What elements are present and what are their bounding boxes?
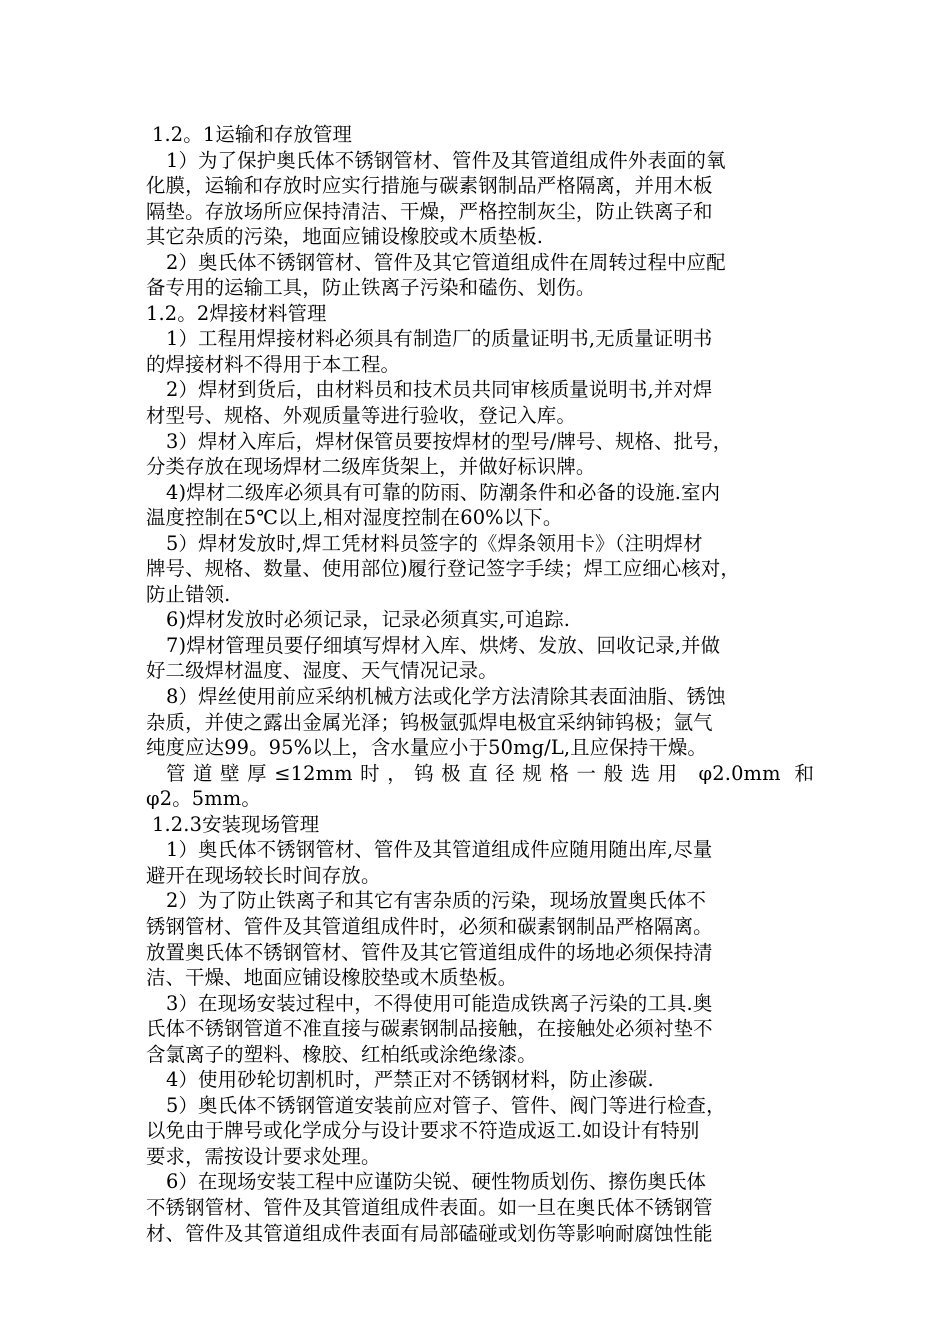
text-line: 防止错领. (146, 582, 231, 606)
text-line: 1.2.3安装现场管理 (152, 812, 320, 836)
text-line: 不锈钢管材、管件及其管道组成件表面。如一旦在奥氏体不锈钢管 (146, 1195, 713, 1219)
text-line: 要求，需按设计要求处理。 (146, 1144, 381, 1168)
text-line: 氏体不锈钢管道不准直接与碳素钢制品接触，在接触处必须衬垫不 (146, 1017, 713, 1041)
text-line: 洁、干燥、地面应铺设橡胶垫或木质垫板。 (146, 966, 518, 990)
text-line: 1）工程用焊接材料必须具有制造厂的质量证明书,无质量证明书 (166, 327, 713, 351)
text-line: 4)焊材二级库必须具有可靠的防雨、防潮条件和必备的设施.室内 (166, 480, 721, 504)
text-line: 材、管件及其管道组成件表面有局部磕碰或划伤等影响耐腐蚀性能 (146, 1221, 713, 1245)
text-line: 温度控制在5℃以上,相对湿度控制在60%以下。 (146, 506, 563, 530)
text-line: 5）奥氏体不锈钢管道安装前应对管子、管件、阀门等进行检查， (166, 1093, 726, 1117)
text-line: 7)焊材管理员要仔细填写焊材入库、烘烤、发放、回收记录,并做 (166, 633, 721, 657)
text-line: 4）使用砂轮切割机时，严禁正对不锈钢材料，防止渗碳. (166, 1068, 654, 1092)
text-line: 杂质，并使之露出金属光泽；钨极氩弧焊电极宜采纳铈钨极；氩气 (146, 710, 713, 734)
text-line: 以免由于牌号或化学成分与设计要求不符造成返工.如设计有特别 (146, 1119, 700, 1143)
text-line: 3）在现场安装过程中，不得使用可能造成铁离子污染的工具.奥 (166, 991, 713, 1015)
text-line: 锈钢管材、管件及其管道组成件时，必须和碳素钢制品严格隔离。 (146, 914, 713, 938)
text-line: 8）焊丝使用前应采纳机械方法或化学方法清除其表面油脂、锈蚀 (166, 685, 726, 709)
text-line: 备专用的运输工具，防止铁离子污染和磕伤、划伤。 (146, 276, 596, 300)
text-line: 含氯离子的塑料、橡胶、红柏纸或涂绝缘漆。 (146, 1042, 537, 1066)
text-line: 2）奥氏体不锈钢管材、管件及其它管道组成件在周转过程中应配 (166, 250, 726, 274)
text-line: 的焊接材料不得用于本工程。 (146, 352, 401, 376)
text-line: 避开在现场较长时间存放。 (146, 863, 381, 887)
text-line: 2）焊材到货后，由材料员和技术员共同审核质量说明书,并对焊 (166, 378, 713, 402)
text-line: 好二级焊材温度、湿度、天气情况记录。 (146, 659, 498, 683)
text-line: 分类存放在现场焊材二级库货架上，并做好标识牌。 (146, 455, 596, 479)
text-line: 6)焊材发放时必须记录，记录必须真实,可追踪. (166, 608, 571, 632)
text-line: 3）焊材入库后，焊材保管员要按焊材的型号/牌号、规格、批号， (166, 429, 733, 453)
text-line: 化膜，运输和存放时应实行措施与碳素钢制品严格隔离，并用木板 (146, 174, 713, 198)
text-line: 材型号、规格、外观质量等进行验收，登记入库。 (146, 404, 576, 428)
text-line: 放置奥氏体不锈钢管材、管件及其它管道组成件的场地必须保持清 (146, 940, 713, 964)
document-page (146, 122, 814, 1246)
text-line: φ2。5mm。 (146, 787, 261, 811)
text-line: 1.2。2焊接材料管理 (146, 301, 327, 325)
text-line: 1）为了保护奥氏体不锈钢管材、管件及其管道组成件外表面的氧 (166, 148, 726, 172)
text-line: 2）为了防止铁离子和其它有害杂质的污染，现场放置奥氏体不 (166, 889, 707, 913)
text-line: 5）焊材发放时,焊工凭材料员签字的《焊条领用卡》（注明焊材 (166, 531, 703, 555)
text-line: 1）奥氏体不锈钢管材、管件及其管道组成件应随用随出库,尽量 (166, 838, 713, 862)
text-line: 6）在现场安装工程中应谨防尖锐、硬性物质划伤、擦伤奥氏体 (166, 1170, 707, 1194)
text-line: 管道壁厚≤12mm时，钨极直径规格一般选用 φ2.0mm 和 (166, 761, 814, 785)
text-line: 隔垫。存放场所应保持清洁、干燥，严格控制灰尘，防止铁离子和 (146, 199, 713, 223)
text-line: 纯度应达99。95%以上，含水量应小于50mg/L,且应保持干燥。 (146, 736, 707, 760)
text-line: 其它杂质的污染，地面应铺设橡胶或木质垫板. (146, 225, 544, 249)
text-line: 牌号、规格、数量、使用部位)履行登记签字手续；焊工应细心核对， (146, 557, 740, 581)
text-line: 1.2。1运输和存放管理 (152, 123, 353, 146)
